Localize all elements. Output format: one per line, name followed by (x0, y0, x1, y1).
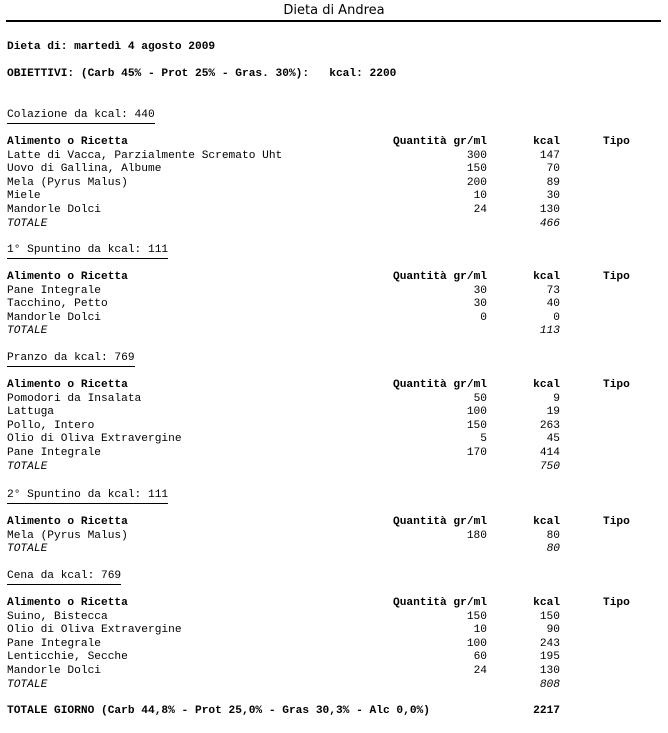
meal-total-kcal: 750 (539, 460, 560, 473)
food-kcal: 0 (553, 311, 560, 324)
column-header-qty: Quantità gr/ml (393, 136, 487, 148)
food-name: Uovo di Gallina, Albume (7, 163, 162, 176)
table-row (0, 285, 668, 299)
column-header-tipo: Tipo (603, 516, 630, 528)
food-quantity: 170 (466, 447, 487, 459)
food-kcal: 70 (546, 163, 560, 176)
food-name: Pane Integrale (7, 447, 101, 459)
meal-total-row (0, 679, 668, 693)
meal-total-label: TOTALE (7, 325, 48, 338)
table-row (0, 204, 668, 218)
meal-total-label: TOTALE (7, 543, 48, 556)
food-kcal: 73 (546, 284, 560, 297)
meal-heading: 2° Spuntino da kcal: 111 (7, 489, 168, 504)
meal-total-kcal: 80 (546, 543, 560, 556)
food-quantity: 5 (480, 433, 487, 446)
food-name: Olio di Oliva Extravergine (7, 624, 182, 637)
meal-total-kcal: 113 (539, 325, 560, 338)
column-header-kcal: kcal (533, 379, 560, 391)
document-title: Dieta di Andrea (283, 3, 385, 18)
food-quantity: 10 (473, 190, 487, 203)
meal-heading: Pranzo da kcal: 769 (7, 352, 135, 367)
meal-total-kcal: 808 (539, 678, 560, 691)
table-row (0, 433, 668, 447)
food-kcal: 19 (546, 406, 560, 419)
food-name: Mela (Pyrus Malus) (7, 529, 128, 542)
table-row (0, 190, 668, 204)
meal-heading: 1° Spuntino da kcal: 111 (7, 244, 168, 259)
food-quantity: 50 (473, 392, 487, 405)
food-kcal: 414 (539, 447, 560, 459)
food-quantity: 30 (473, 284, 487, 297)
food-name: Lenticchie, Secche (7, 651, 128, 664)
column-header-name: Alimento o Ricetta (7, 136, 128, 148)
column-header-name: Alimento o Ricetta (7, 516, 128, 528)
food-name: Mandorle Dolci (7, 204, 101, 216)
food-kcal: 130 (539, 204, 560, 216)
food-kcal: 263 (539, 419, 560, 432)
food-quantity: 300 (466, 149, 487, 162)
meal-total-label: TOTALE (7, 678, 48, 691)
food-name: Latte di Vacca, Parzialmente Scremato Uht (7, 149, 283, 162)
food-name: Mandorle Dolci (7, 665, 101, 677)
table-row (0, 298, 668, 312)
food-quantity: 150 (466, 163, 487, 176)
food-kcal: 40 (546, 298, 560, 311)
food-kcal: 30 (546, 190, 560, 203)
table-row (0, 624, 668, 638)
column-header-name: Alimento o Ricetta (7, 597, 128, 609)
food-quantity: 150 (466, 419, 487, 432)
meal-total-row (0, 325, 668, 339)
food-name: Suino, Bistecca (7, 610, 108, 623)
table-row (0, 150, 668, 164)
column-header-qty: Quantità gr/ml (393, 597, 487, 609)
column-header-kcal: kcal (533, 136, 560, 148)
table-row (0, 651, 668, 665)
title-rule (6, 20, 661, 22)
table-row (0, 447, 668, 461)
objectives-line: OBIETTIVI: (Carb 45% - Prot 25% - Gras. 30%): kcal: 2200 (7, 68, 397, 80)
day-total-kcal: 2217 (533, 705, 560, 717)
meal-heading: Cena da kcal: 769 (7, 570, 121, 585)
column-header-qty: Quantità gr/ml (393, 271, 487, 283)
table-row (0, 530, 668, 544)
food-quantity: 24 (473, 204, 487, 216)
food-name: Lattuga (7, 406, 54, 419)
column-header-qty: Quantità gr/ml (393, 516, 487, 528)
table-row (0, 420, 668, 434)
food-quantity: 100 (466, 637, 487, 650)
food-quantity: 60 (473, 651, 487, 664)
date-line: Dieta di: martedì 4 agosto 2009 (7, 41, 216, 53)
column-header-tipo: Tipo (603, 271, 630, 283)
food-name: Olio di Oliva Extravergine (7, 433, 182, 446)
food-quantity: 10 (473, 624, 487, 637)
meal-total-kcal: 466 (539, 217, 560, 230)
food-name: Miele (7, 190, 41, 203)
food-quantity: 200 (466, 176, 487, 189)
food-kcal: 147 (539, 149, 560, 162)
column-header-kcal: kcal (533, 271, 560, 283)
food-name: Pomodori da Insalata (7, 392, 142, 405)
table-header-row (0, 271, 668, 285)
meal-total-label: TOTALE (7, 460, 48, 473)
column-header-tipo: Tipo (603, 379, 630, 391)
food-kcal: 150 (539, 610, 560, 623)
food-kcal: 195 (539, 651, 560, 664)
meal-total-row (0, 461, 668, 475)
table-row (0, 638, 668, 652)
food-quantity: 150 (466, 610, 487, 623)
food-quantity: 100 (466, 406, 487, 419)
meal-total-label: TOTALE (7, 217, 48, 230)
food-quantity: 30 (473, 298, 487, 311)
food-name: Mandorle Dolci (7, 311, 101, 324)
table-header-row (0, 597, 668, 611)
table-row (0, 665, 668, 679)
column-header-kcal: kcal (533, 597, 560, 609)
table-header-row (0, 516, 668, 530)
meal-total-row (0, 218, 668, 232)
meal-total-row (0, 543, 668, 557)
column-header-tipo: Tipo (603, 136, 630, 148)
food-name: Tacchino, Petto (7, 298, 108, 311)
column-header-qty: Quantità gr/ml (393, 379, 487, 391)
column-header-name: Alimento o Ricetta (7, 271, 128, 283)
food-kcal: 130 (539, 665, 560, 677)
food-kcal: 9 (553, 392, 560, 405)
table-row (0, 163, 668, 177)
meal-heading: Colazione da kcal: 440 (7, 109, 155, 124)
column-header-kcal: kcal (533, 516, 560, 528)
table-row (0, 393, 668, 407)
table-row (0, 611, 668, 625)
food-kcal: 45 (546, 433, 560, 446)
column-header-tipo: Tipo (603, 597, 630, 609)
column-header-name: Alimento o Ricetta (7, 379, 128, 391)
food-kcal: 243 (539, 637, 560, 650)
food-quantity: 180 (466, 529, 487, 542)
food-kcal: 90 (546, 624, 560, 637)
table-row (0, 177, 668, 191)
table-row (0, 406, 668, 420)
table-row (0, 312, 668, 326)
food-kcal: 80 (546, 529, 560, 542)
food-name: Pane Integrale (7, 637, 101, 650)
food-name: Pollo, Intero (7, 419, 95, 432)
food-quantity: 24 (473, 665, 487, 677)
food-name: Pane Integrale (7, 284, 101, 297)
food-quantity: 0 (480, 311, 487, 324)
table-header-row (0, 379, 668, 393)
table-header-row (0, 136, 668, 150)
day-total-label: TOTALE GIORNO (Carb 44,8% - Prot 25,0% - Gras 30,3% - Alc 0,0%) (7, 705, 430, 717)
food-kcal: 89 (546, 176, 560, 189)
food-name: Mela (Pyrus Malus) (7, 176, 128, 189)
